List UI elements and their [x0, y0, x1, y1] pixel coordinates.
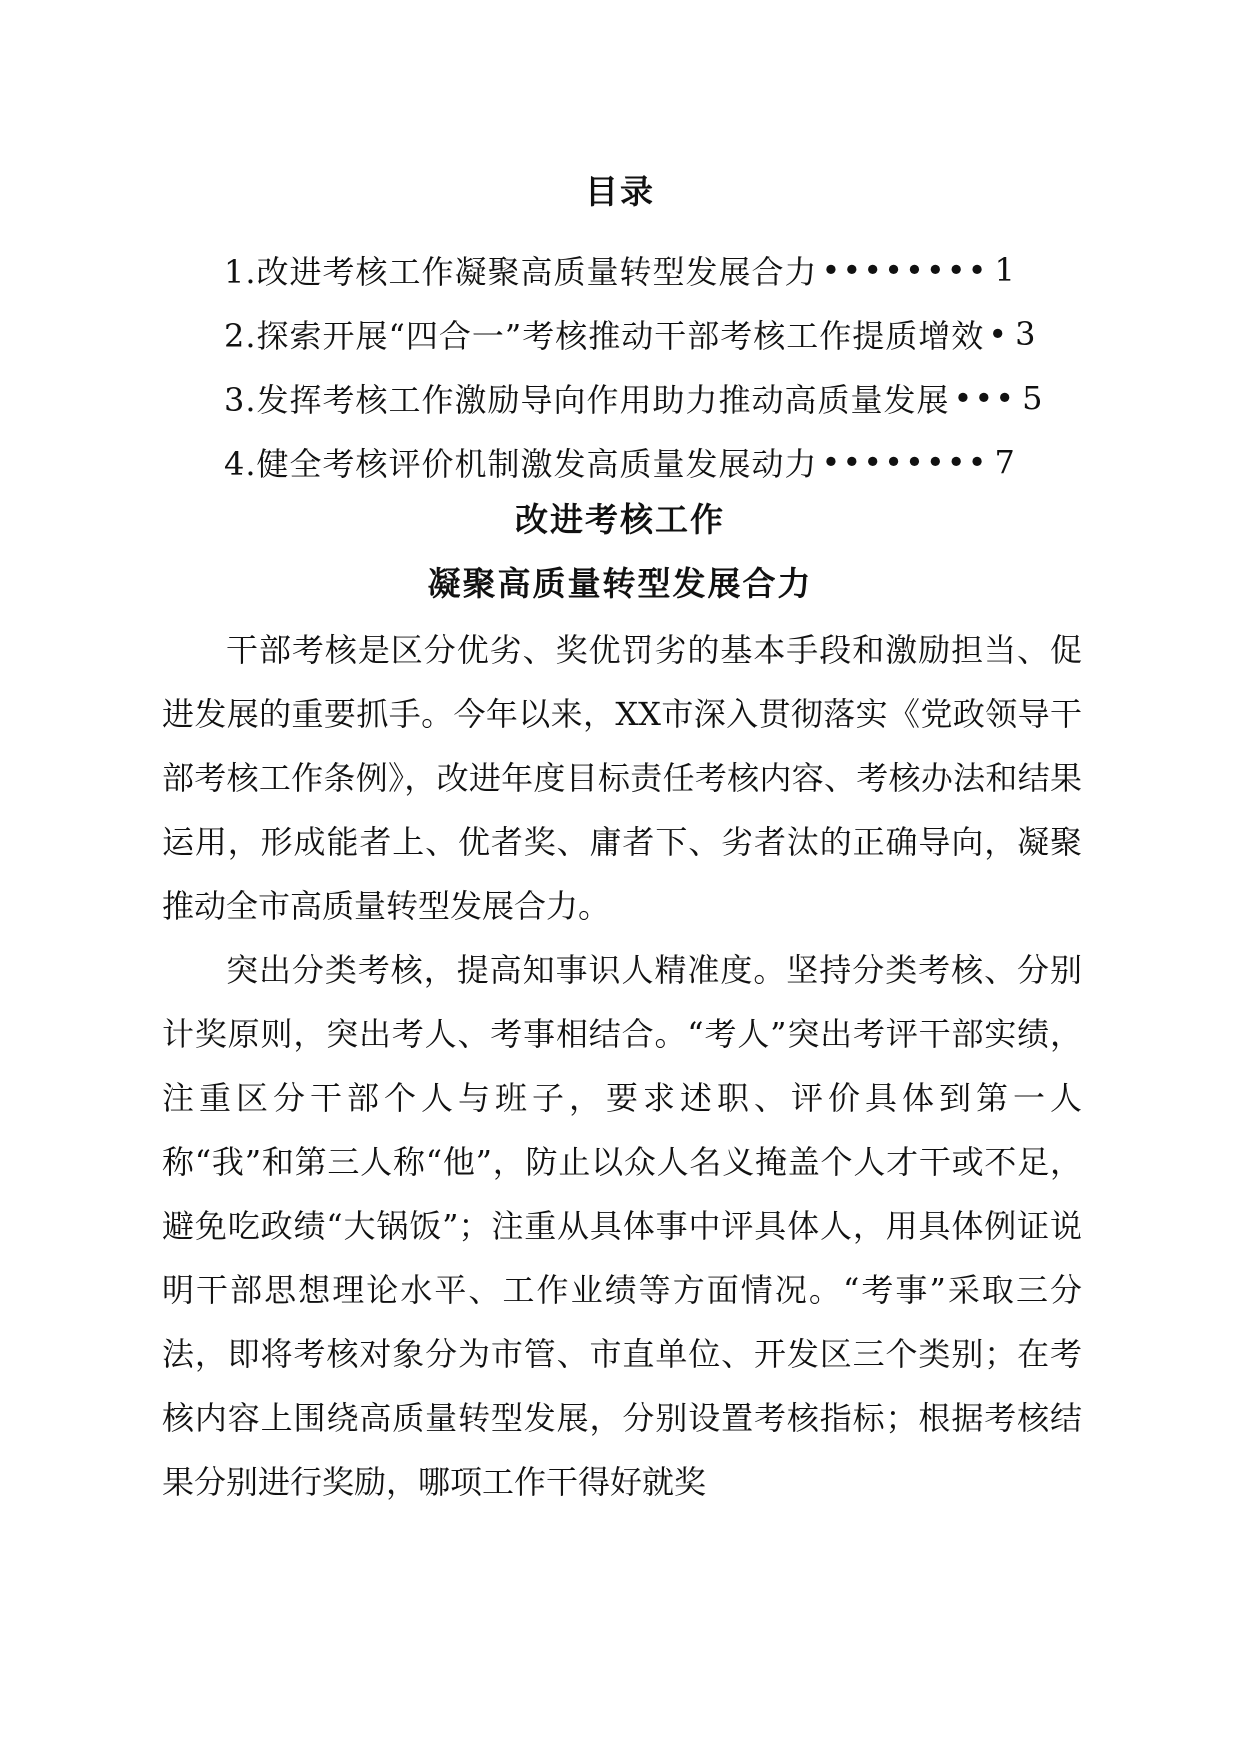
toc-title: 目录	[585, 172, 655, 211]
toc-item-text: 4.健全考核评价机制激发高质量发展动力	[224, 445, 818, 483]
toc-item-text: 2.探索开展“四合一”考核推动干部考核工作提质增效	[224, 317, 985, 355]
toc-item[interactable]	[224, 238, 1084, 302]
article-title-line-1: 改进考核工作	[515, 500, 725, 539]
toc-item-page: 3	[1015, 315, 1036, 353]
body-paragraph	[162, 938, 1082, 1514]
toc-item[interactable]	[224, 366, 1084, 430]
toc-item-text: 1.改进考核工作凝聚高质量转型发展合力	[224, 253, 818, 291]
toc-item-page: 7	[994, 443, 1015, 481]
table-of-contents	[224, 238, 1084, 494]
toc-item-leader: •••	[953, 379, 1017, 417]
toc-item-text: 3.发挥考核工作激励导向作用助力推动高质量发展	[224, 381, 950, 419]
toc-item-leader: ••••••••	[821, 443, 989, 481]
toc-item-leader: •	[988, 315, 1010, 353]
toc-item[interactable]	[224, 430, 1084, 494]
toc-item-page: 1	[994, 251, 1015, 289]
article-title-line-2: 凝聚高质量转型发展合力	[427, 564, 813, 603]
toc-item[interactable]	[224, 302, 1084, 366]
toc-item-leader: ••••••••	[821, 251, 989, 289]
body-paragraph-text: 干部考核是区分优劣、奖优罚劣的基本手段和激励担当、促进发展的重要抓手。今年以来，XX市深入贯彻落实《党政领导干部考核工作条例》，改进年度目标责任考核内容、考核办法和结果运用，形成能者上、优者奖、庸者下、劣者汰的正确导向，凝聚推动全市高质量转型发展合力。	[162, 631, 1082, 925]
body-paragraph-text: 突出分类考核，提高知事识人精准度。坚持分类考核、分别计奖原则，突出考人、考事相结合。“考人”突出考评干部实绩，注重区分干部个人与班子，要求述职、评价具体到第一人称“我”和第三人称“他”，防止以众人名义掩盖个人才干或不足，避免吃政绩“大锅饭”；注重从具体事中评具体人，用具体例证说明干部思想理论水平、工作业绩等方面情况。“考事”采取三分法，即将考核对象分为市管、市直单位、开发区三个类别；在考核内容上围绕高质量转型发展，分别设置考核指标；根据考核结果分别进行奖励，哪项工作干得好就奖	[162, 951, 1082, 1501]
toc-item-page: 5	[1022, 379, 1043, 417]
body-paragraph	[162, 618, 1082, 938]
